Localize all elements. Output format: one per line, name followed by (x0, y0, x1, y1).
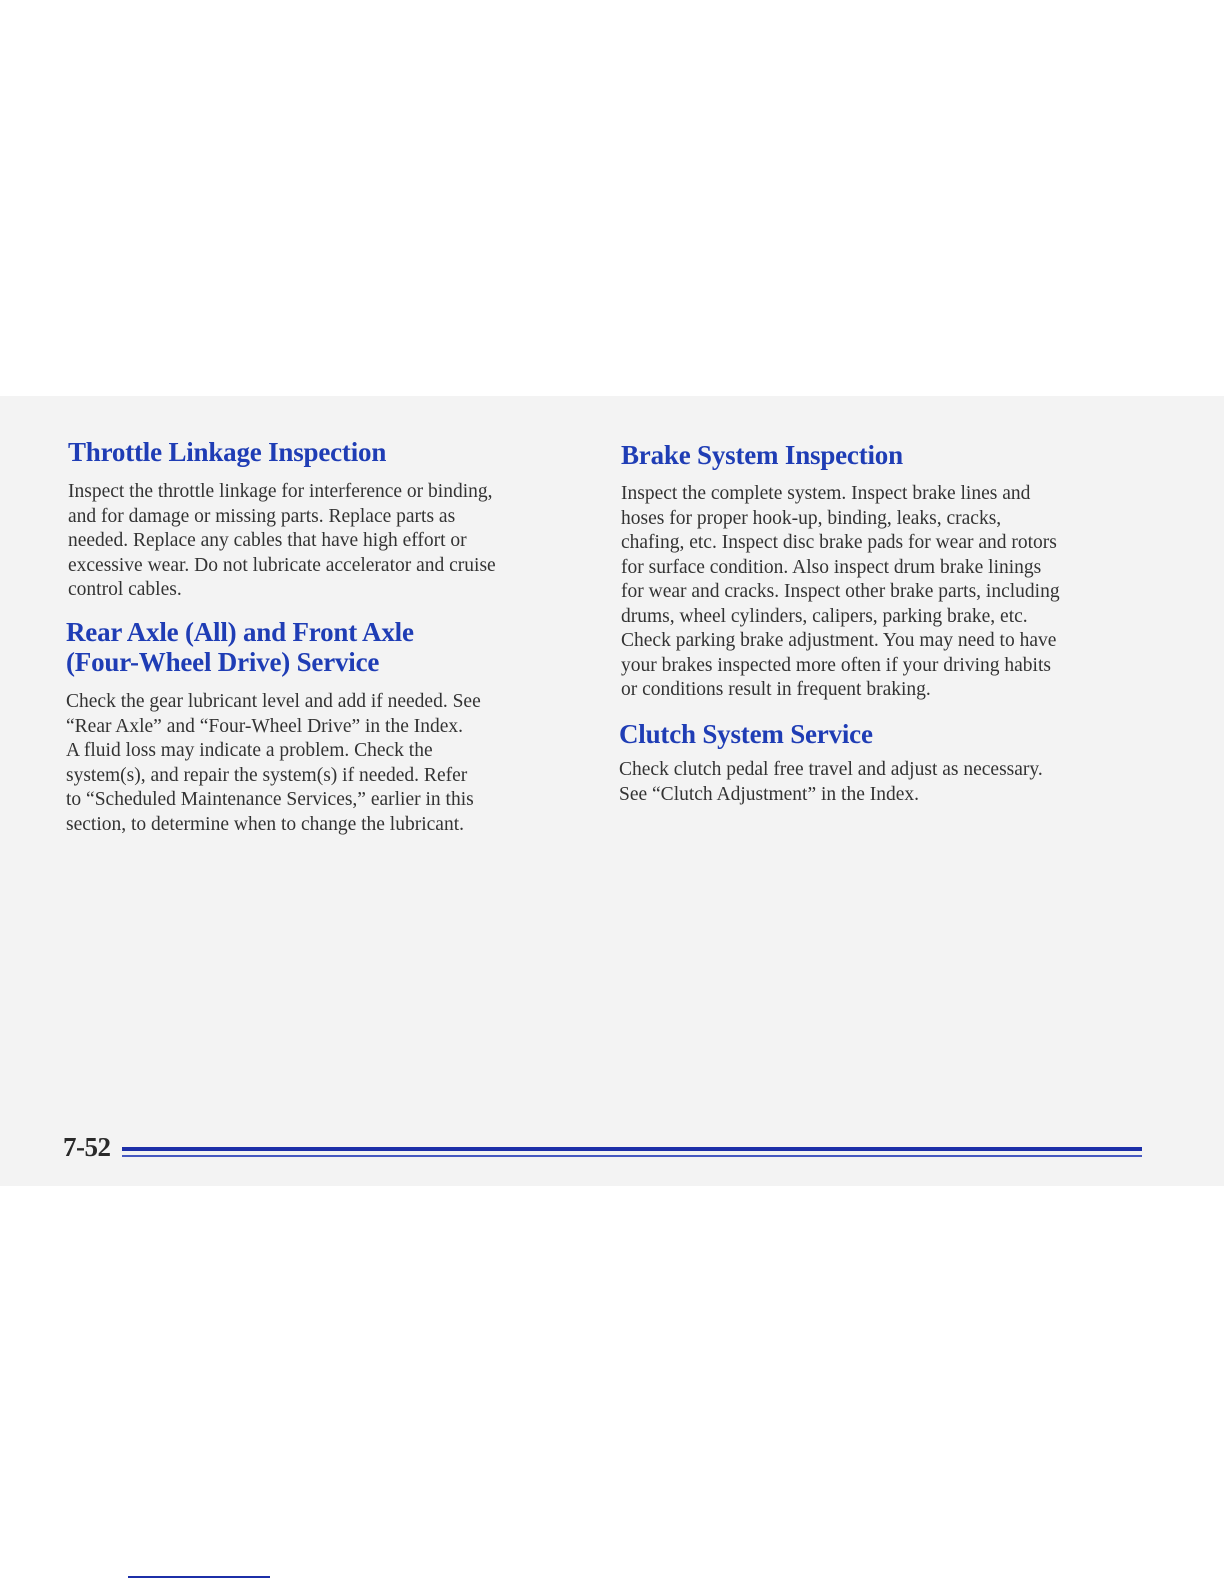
bottom-edge-rule (128, 1576, 270, 1578)
brake-line: your brakes inspected more often if your driving habits (621, 654, 1051, 676)
brake-line: or conditions result in frequent braking. (621, 679, 931, 700)
brake-heading: Brake System Inspection (621, 440, 903, 470)
clutch-paragraph (619, 758, 1159, 807)
footer-rule-thin (122, 1155, 1142, 1157)
throttle-section (68, 437, 588, 603)
axle-line: system(s), and repair the system(s) if needed. Refer (66, 764, 468, 786)
clutch-line: Check clutch pedal free travel and adjust as necessary. (619, 759, 1043, 780)
axle-heading-line: Rear Axle (All) and Front Axle (66, 617, 414, 647)
throttle-line: and for damage or missing parts. Replace parts as (68, 505, 456, 527)
axle-line: Check the gear lubricant level and add if needed. See (66, 691, 481, 712)
axle-line: “Rear Axle” and “Four-Wheel Drive” in the Index. (66, 715, 464, 737)
axle-section (66, 617, 586, 837)
clutch-section (619, 719, 1159, 807)
axle-line: section, to determine when to change the lubricant. (66, 813, 464, 835)
axle-heading-line: (Four-Wheel Drive) Service (66, 647, 380, 677)
brake-line: hoses for proper hook-up, binding, leaks, cracks, (621, 507, 1002, 529)
page-number: 7-52 (63, 1132, 111, 1162)
brake-line: Check parking brake adjustment. You may need to have (621, 630, 1057, 651)
footer-rule-thick (122, 1147, 1142, 1151)
throttle-line: Inspect the throttle linkage for interference or binding, (68, 481, 493, 502)
brake-line: chafing, etc. Inspect disc brake pads for wear and rotors (621, 532, 1057, 553)
throttle-line: needed. Replace any cables that have high effort or (68, 530, 467, 551)
throttle-line: control cables. (68, 579, 182, 600)
axle-heading (66, 617, 586, 677)
axle-paragraph (66, 690, 586, 837)
throttle-heading: Throttle Linkage Inspection (68, 437, 387, 467)
brake-line: Inspect the complete system. Inspect brake lines and (621, 483, 1031, 504)
brake-line: drums, wheel cylinders, calipers, parking brake, etc. (621, 605, 1028, 627)
throttle-paragraph (68, 480, 588, 603)
throttle-line: excessive wear. Do not lubricate accelerator and cruise (68, 554, 496, 576)
brake-line: for wear and cracks. Inspect other brake parts, including (621, 581, 1060, 602)
clutch-line: See “Clutch Adjustment” in the Index. (619, 783, 920, 805)
brake-paragraph (621, 482, 1161, 703)
clutch-heading: Clutch System Service (619, 719, 873, 749)
brake-line: for surface condition. Also inspect drum brake linings (621, 556, 1042, 578)
axle-line: to “Scheduled Maintenance Services,” earlier in this (66, 789, 474, 810)
axle-line: A fluid loss may indicate a problem. Check the (66, 740, 433, 761)
brake-section (621, 440, 1161, 703)
